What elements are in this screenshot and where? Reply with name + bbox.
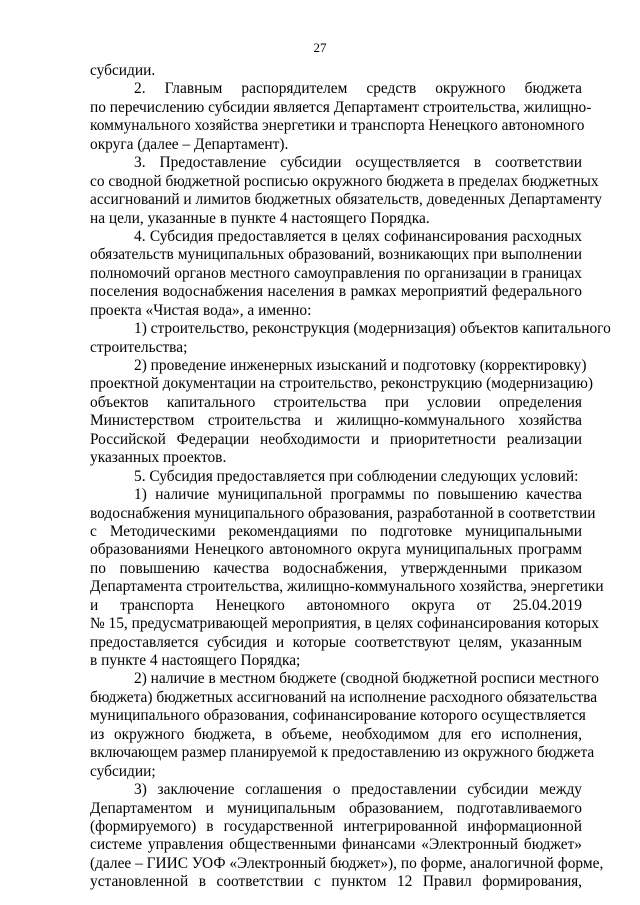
text-line: установленной в соответствии с пунктом 12 Правил формирования, — [90, 873, 582, 891]
page-number: 27 — [313, 40, 327, 55]
text-line: 2. Главным распорядителем средств окружного бюджета — [134, 80, 582, 98]
text-line: на цели, указанные в пункте 4 настоящего Порядка. — [90, 209, 430, 227]
text-line: ассигнований и лимитов бюджетных обязательств, доведенных Департаменту — [90, 191, 602, 209]
text-line: 3) заключение соглашения о предоставлении субсидии между — [134, 781, 582, 799]
text-line: 3. Предоставление субсидии осуществляется в соответствии — [134, 154, 582, 172]
text-line: 2) проведение инженерных изысканий и подготовку (корректировку) — [134, 357, 587, 374]
text-line: Департаментом и муниципальным образованием, подготавливаемого — [90, 799, 582, 817]
document-body — [90, 62, 611, 892]
text-line: в пункте 4 настоящего Порядка; — [90, 652, 301, 669]
text-line: поселения водоснабжения населения в рамках мероприятий федерального — [90, 283, 582, 301]
text-line: со сводной бюджетной росписью окружного бюджета в пределах бюджетных — [90, 172, 599, 190]
text-line: Департамента строительства, жилищно-коммунального хозяйства, энергетики — [90, 578, 604, 596]
text-line: и транспорта Ненецкого автономного округа от 25.04.2019 — [90, 596, 582, 614]
text-line: 4. Субсидия предоставляется в целях софинансирования расходных — [134, 227, 582, 245]
text-line: включающем размер планируемой к предоставлению из окружного бюджета — [90, 744, 595, 762]
text-line: субсидии. — [90, 62, 156, 79]
text-line: по перечислению субсидии является Департамент строительства, жилищно- — [90, 98, 592, 116]
text-line: по повышению качества водоснабжения, утвержденными приказом — [90, 559, 582, 577]
text-line: бюджета) бюджетных ассигнований на исполнение расходного обязательства — [90, 688, 598, 706]
text-line: № 15, предусматривающей мероприятия, в целях софинансирования которых — [90, 615, 599, 633]
text-line: Российской Федерации необходимости и приоритетности реализации — [90, 430, 582, 448]
text-line: муниципального образования, софинансирование которого осуществляется — [90, 707, 586, 725]
text-line: строительства; — [90, 338, 188, 356]
text-line: обязательств муниципальных образований, возникающих при выполнении — [90, 246, 582, 264]
text-line: (далее – ГИИС УОФ «Электронный бюджет»), по форме, аналогичной форме, — [90, 854, 604, 872]
text-line: из окружного бюджета, в объеме, необходимом для его исполнения, — [90, 725, 582, 743]
text-line: субсидии; — [90, 762, 156, 780]
text-line: Министерством строительства и жилищно-коммунального хозяйства — [90, 412, 582, 430]
text-line: 2) наличие в местном бюджете (сводной бюджетной росписи местного — [134, 670, 599, 688]
text-line: 1) строительство, реконструкция (модернизация) объектов капитального — [134, 320, 611, 338]
text-line: проектной документации на строительство, реконструкцию (модернизацию) — [90, 375, 594, 393]
text-line: округа (далее – Департамент). — [90, 135, 289, 153]
text-line: полномочий органов местного самоуправления по организации в границах — [90, 264, 582, 282]
text-line: предоставляется субсидия и которые соответствуют целям, указанным — [90, 633, 582, 651]
text-line: водоснабжения муниципального образования, разработанной в соответствии — [90, 504, 596, 522]
text-line: 1) наличие муниципальной программы по повышению качества — [134, 486, 582, 504]
text-line: коммунального хозяйства энергетики и транспорта Ненецкого автономного — [90, 117, 585, 135]
text-line: (формируемого) в государственной интегрированной информационной — [90, 817, 582, 835]
text-line: объектов капитального строительства при условии определения — [90, 393, 582, 411]
text-line: системе управления общественными финансами «Электронный бюджет» — [90, 836, 582, 854]
text-line: проекта «Чистая вода», а именно: — [90, 301, 312, 319]
text-line: 5. Субсидия предоставляется при соблюдении следующих условий: — [134, 467, 579, 485]
text-line: с Методическими рекомендациями по подготовке муниципальными — [90, 522, 582, 540]
text-line: образованиями Ненецкого автономного округа муниципальных программ — [90, 541, 582, 559]
text-line: указанных проектов. — [90, 449, 227, 467]
